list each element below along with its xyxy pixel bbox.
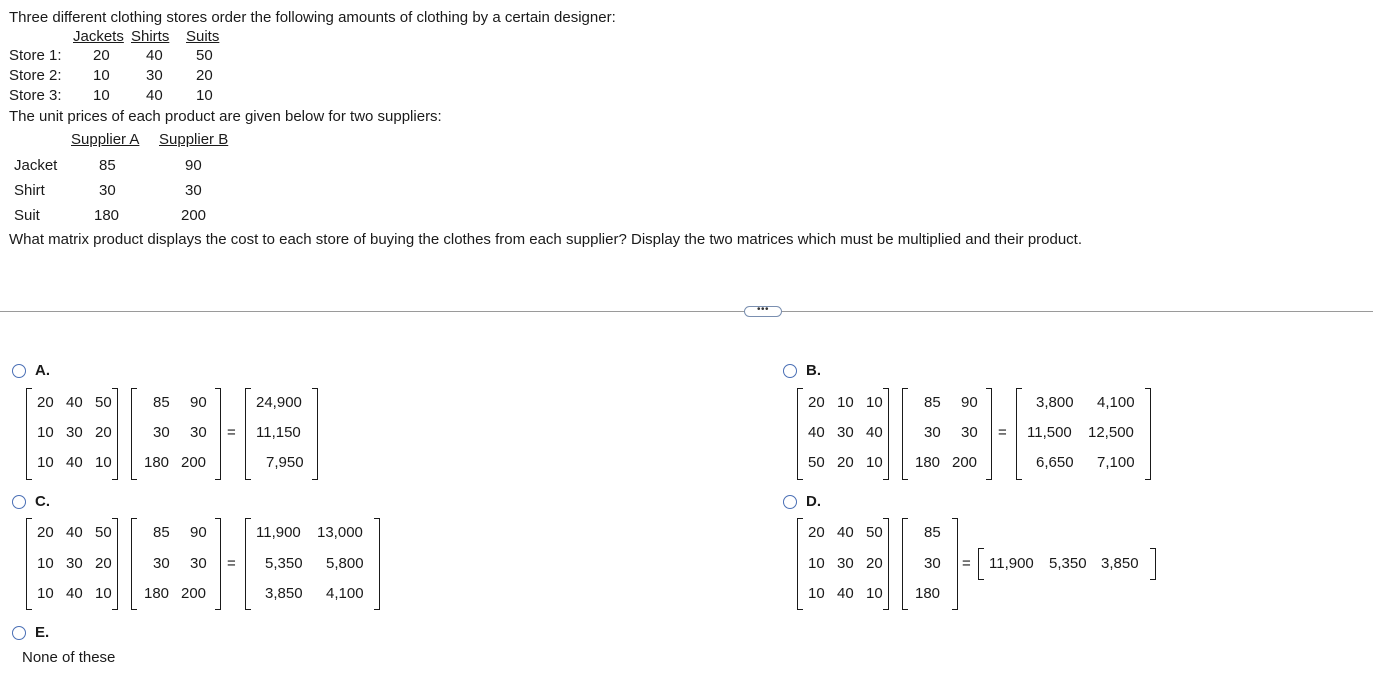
matrix-cell: 180 bbox=[915, 585, 941, 602]
matrix-cell: 90 bbox=[190, 524, 207, 541]
store-value: 10 bbox=[196, 87, 213, 104]
matrix-cell: 7,100 bbox=[1097, 454, 1135, 471]
matrix-cell: 11,900 bbox=[989, 555, 1034, 572]
option-label-d: D. bbox=[806, 493, 821, 510]
option-label-b: B. bbox=[806, 362, 821, 379]
matrix-cell: 85 bbox=[924, 394, 941, 411]
matrix-cell: 180 bbox=[144, 585, 170, 602]
price-value: 30 bbox=[185, 182, 202, 199]
matrix-cell: 30 bbox=[837, 424, 854, 441]
matrix-cell: 13,000 bbox=[317, 524, 363, 541]
equals-sign: = bbox=[998, 424, 1007, 441]
store-value: 30 bbox=[146, 67, 163, 84]
matrix-cell: 40 bbox=[837, 585, 854, 602]
store-value: 20 bbox=[93, 47, 110, 64]
matrix-cell: 40 bbox=[66, 394, 83, 411]
matrix-cell: 10 bbox=[95, 585, 112, 602]
matrix-cell: 180 bbox=[915, 454, 941, 471]
matrix-cell: 20 bbox=[95, 424, 112, 441]
price-value: 200 bbox=[181, 207, 207, 224]
col-header-shirts: Shirts bbox=[131, 28, 170, 45]
matrix-cell: 30 bbox=[190, 424, 207, 441]
matrix-cell: 20 bbox=[37, 524, 54, 541]
matrix-cell: 30 bbox=[837, 555, 854, 572]
matrix-store-quantities bbox=[797, 518, 889, 610]
matrix-cell: 40 bbox=[66, 585, 83, 602]
matrix-cell: 20 bbox=[808, 394, 825, 411]
matrix-unit-prices bbox=[902, 518, 958, 610]
matrix-cell: 11,900 bbox=[256, 524, 301, 541]
more-button[interactable] bbox=[744, 303, 782, 317]
equals-sign: = bbox=[227, 555, 236, 572]
matrix-cell: 4,100 bbox=[1097, 394, 1135, 411]
price-value: 90 bbox=[185, 157, 202, 174]
matrix-cell: 50 bbox=[866, 524, 883, 541]
matrix-cell: 10 bbox=[808, 585, 825, 602]
question-prompt: What matrix product displays the cost to each store of buying the clothes from each supplier? Display the two matrices which must be multiplied and their product. bbox=[9, 231, 1083, 248]
store-value: 50 bbox=[196, 47, 213, 64]
matrix-cell: 24,900 bbox=[256, 394, 302, 411]
price-value: 180 bbox=[94, 207, 120, 224]
question-intro: Three different clothing stores order the following amounts of clothing by a certain designer: bbox=[9, 9, 616, 26]
matrix-result bbox=[1016, 388, 1151, 480]
ellipsis-icon: ••• bbox=[756, 303, 769, 315]
store-label: Store 3: bbox=[9, 87, 62, 104]
store-label: Store 1: bbox=[9, 47, 62, 64]
unit-prices-intro: The unit prices of each product are given below for two suppliers: bbox=[9, 108, 442, 125]
matrix-cell: 200 bbox=[181, 585, 207, 602]
matrix-cell: 30 bbox=[153, 555, 170, 572]
matrix-cell: 10 bbox=[866, 394, 883, 411]
matrix-cell: 50 bbox=[95, 524, 112, 541]
matrix-cell: 85 bbox=[153, 394, 170, 411]
radio-button-a[interactable] bbox=[12, 364, 26, 378]
matrix-cell: 40 bbox=[808, 424, 825, 441]
equals-sign: = bbox=[227, 424, 236, 441]
matrix-cell: 3,850 bbox=[1101, 555, 1139, 572]
matrix-cell: 10 bbox=[866, 454, 883, 471]
matrix-cell: 20 bbox=[37, 394, 54, 411]
store-label: Store 2: bbox=[9, 67, 62, 84]
matrix-cell: 10 bbox=[37, 424, 54, 441]
matrix-cell: 30 bbox=[961, 424, 978, 441]
matrix-cell: 20 bbox=[837, 454, 854, 471]
matrix-cell: 5,800 bbox=[326, 555, 364, 572]
matrix-cell: 40 bbox=[66, 524, 83, 541]
store-value: 20 bbox=[196, 67, 213, 84]
option-label-e: E. bbox=[35, 624, 50, 641]
matrix-result bbox=[978, 548, 1156, 580]
radio-button-e[interactable] bbox=[12, 626, 26, 640]
matrix-cell: 30 bbox=[66, 424, 83, 441]
matrix-cell: 10 bbox=[37, 555, 54, 572]
matrix-cell: 85 bbox=[924, 524, 941, 541]
col-header-supplier-b: Supplier B bbox=[159, 131, 229, 148]
matrix-cell: 90 bbox=[961, 394, 978, 411]
matrix-cell: 50 bbox=[95, 394, 112, 411]
matrix-cell: 10 bbox=[37, 454, 54, 471]
matrix-store-quantities bbox=[26, 388, 118, 480]
matrix-cell: 7,950 bbox=[266, 454, 304, 471]
matrix-cell: 30 bbox=[190, 555, 207, 572]
store-value: 10 bbox=[93, 67, 110, 84]
matrix-cell: 3,800 bbox=[1036, 394, 1074, 411]
product-label: Shirt bbox=[14, 182, 45, 199]
matrix-cell: 5,350 bbox=[265, 555, 303, 572]
matrix-cell: 200 bbox=[181, 454, 207, 471]
option-label-c: C. bbox=[35, 493, 50, 510]
matrix-cell: 200 bbox=[952, 454, 978, 471]
matrix-cell: 11,500 bbox=[1027, 424, 1072, 441]
option-e-text: None of these bbox=[22, 649, 116, 666]
product-label: Suit bbox=[14, 207, 40, 224]
col-header-jackets: Jackets bbox=[73, 28, 124, 45]
price-value: 85 bbox=[99, 157, 116, 174]
matrix-result bbox=[245, 518, 380, 610]
matrix-cell: 10 bbox=[95, 454, 112, 471]
matrix-store-quantities bbox=[26, 518, 118, 610]
matrix-cell: 10 bbox=[837, 394, 854, 411]
matrix-store-quantities bbox=[797, 388, 889, 480]
matrix-cell: 5,350 bbox=[1049, 555, 1087, 572]
equals-sign: = bbox=[962, 555, 971, 572]
radio-button-d[interactable] bbox=[783, 495, 797, 509]
col-header-suits: Suits bbox=[186, 28, 220, 45]
matrix-cell: 30 bbox=[66, 555, 83, 572]
matrix-cell: 40 bbox=[66, 454, 83, 471]
matrix-unit-prices bbox=[131, 388, 221, 480]
store-value: 40 bbox=[146, 47, 163, 64]
matrix-cell: 12,500 bbox=[1088, 424, 1134, 441]
matrix-cell: 50 bbox=[808, 454, 825, 471]
matrix-cell: 30 bbox=[153, 424, 170, 441]
matrix-cell: 10 bbox=[808, 555, 825, 572]
matrix-cell: 85 bbox=[153, 524, 170, 541]
radio-button-b[interactable] bbox=[783, 364, 797, 378]
matrix-cell: 3,850 bbox=[265, 585, 303, 602]
option-label-a: A. bbox=[35, 362, 50, 379]
matrix-cell: 180 bbox=[144, 454, 170, 471]
product-label: Jacket bbox=[14, 157, 58, 174]
radio-button-c[interactable] bbox=[12, 495, 26, 509]
matrix-cell: 20 bbox=[808, 524, 825, 541]
store-value: 10 bbox=[93, 87, 110, 104]
matrix-cell: 4,100 bbox=[326, 585, 364, 602]
matrix-result bbox=[245, 388, 318, 480]
matrix-cell: 40 bbox=[866, 424, 883, 441]
matrix-cell: 30 bbox=[924, 555, 941, 572]
matrix-cell: 11,150 bbox=[256, 424, 301, 441]
matrix-cell: 10 bbox=[866, 585, 883, 602]
matrix-cell: 90 bbox=[190, 394, 207, 411]
price-value: 30 bbox=[99, 182, 116, 199]
section-divider bbox=[0, 311, 1373, 312]
matrix-cell: 6,650 bbox=[1036, 454, 1074, 471]
matrix-cell: 40 bbox=[837, 524, 854, 541]
store-value: 40 bbox=[146, 87, 163, 104]
matrix-cell: 10 bbox=[37, 585, 54, 602]
matrix-cell: 20 bbox=[866, 555, 883, 572]
matrix-cell: 20 bbox=[95, 555, 112, 572]
matrix-cell: 30 bbox=[924, 424, 941, 441]
col-header-supplier-a: Supplier A bbox=[71, 131, 140, 148]
matrix-unit-prices bbox=[902, 388, 992, 480]
matrix-unit-prices bbox=[131, 518, 221, 610]
